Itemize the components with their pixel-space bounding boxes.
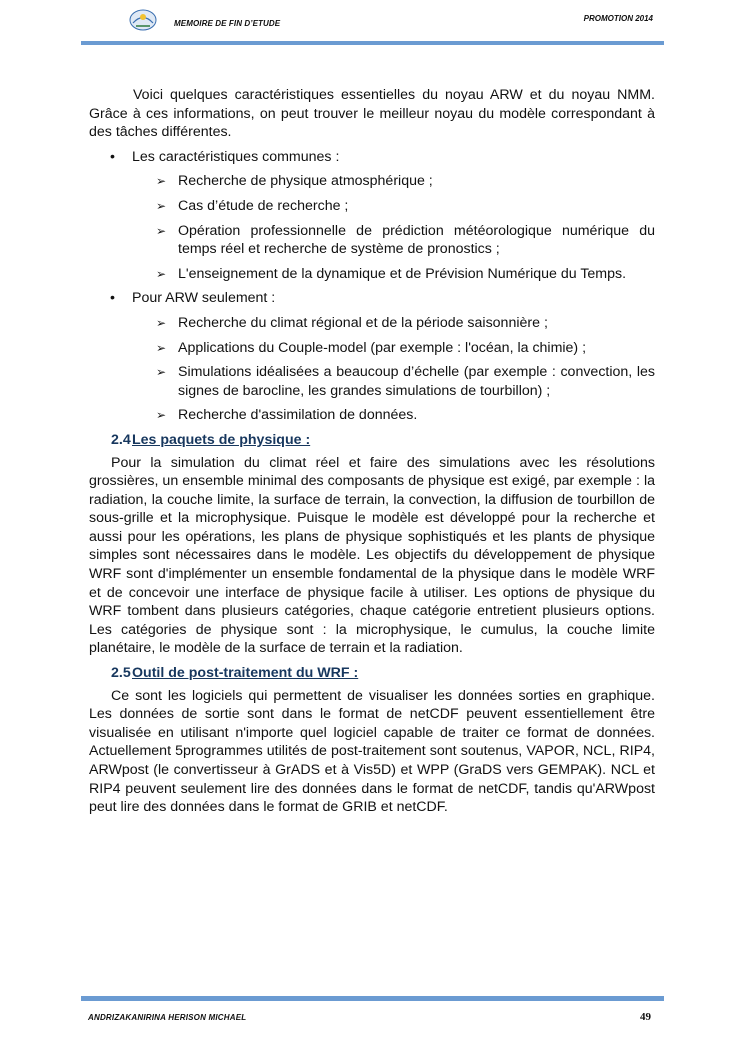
university-logo-icon <box>128 8 158 32</box>
list-item-text: Recherche de physique atmosphérique ; <box>178 173 433 190</box>
bullet-dot-icon: • <box>110 148 115 165</box>
section-2-5-body: Ce sont les logiciels qui permettent de visualiser les données sorties en graphique. Les données de sortie sont dans le format de netCDF peuvent essentiellement être visualisée en utilisant n'importe quel logiciel capable de traiter ce format de données. Actuellement 5programmes utilités de post-traitement sont soutenus, VAPOR, NCL, RIP4, ARWpost (le convertisseur à GrADS et à Vis5D) et WPP (GraDS vers GEMPAK). NCL et RIP4 peuvent seulement lire des données dans le format de netCDF, tandis qu'ARWpost peut lire des données dans le format de GRIB et netCDF. <box>89 687 655 816</box>
list-arw-title <box>89 289 655 308</box>
header-promotion: PROMOTION 2014 <box>583 14 653 23</box>
section-number: 2.4 <box>111 431 131 448</box>
section-number: 2.5 <box>111 665 131 682</box>
page-body <box>89 86 655 821</box>
arrow-bullet-icon: ➢ <box>156 198 167 213</box>
arrow-bullet-icon: ➢ <box>156 340 167 355</box>
section-2-4-body: Pour la simulation du climat réel et faire des simulations avec les résolutions grossières, un ensemble minimal des composants de physique est exigé, par exemple : la radiation, la couche limite, la surface de terrain, la convection, la diffusion de tourbillon de sous-grille et la microphysique. Puisque le modèle est développé pour la recherche et aussi pour les opérations, les plans de physique sophistiqués et les plants de physique simples sont nécessaires dans le modèle. Les objectifs du développement de physique WRF sont d'implémenter un ensemble fondamental de la physique dans le modèle WRF et de concevoir une interface de physique facile à utiliser. Les options de physique du WRF tombent dans plusieurs catégories, chaque catégorie entretient plusieurs options. Les catégories de physique sont : la microphysique, le cumulus, la couche limite planétaire, le modèle de la surface de terrain et la radiation. <box>89 454 655 657</box>
list-item-text: Simulations idéalisées a beaucoup d’échelle (par exemple : convection, les signes de barocline, les grandes simulations de tourbillon) ; <box>178 364 655 399</box>
list-item-text: Recherche du climat régional et de la période saisonnière ; <box>178 314 548 331</box>
footer-divider <box>81 996 664 1001</box>
list-common-title-text: Les caractéristiques communes : <box>132 148 340 165</box>
list-common-title <box>89 148 655 167</box>
arrow-bullet-icon: ➢ <box>156 365 167 380</box>
footer-author: ANDRIZAKANIRINA HERISON MICHAEL <box>88 1013 247 1022</box>
header-title: MEMOIRE DE FIN D’ETUDE <box>174 19 281 28</box>
arrow-bullet-icon: ➢ <box>156 174 167 189</box>
page-number: 49 <box>640 1011 651 1023</box>
header-divider <box>81 41 664 45</box>
bullet-dot-icon: • <box>110 290 115 307</box>
list-item-text: Cas d’étude de recherche ; <box>178 197 349 214</box>
list-item <box>89 222 655 259</box>
list-item <box>89 314 655 333</box>
list-item <box>89 265 655 284</box>
list-item-text: L'enseignement de la dynamique et de Prévision Numérique du Temps. <box>178 265 627 282</box>
arrow-bullet-icon: ➢ <box>156 408 167 423</box>
list-item-text: Applications du Couple-model (par exemple : l'océan, la chimie) ; <box>178 339 587 356</box>
list-item <box>89 339 655 358</box>
section-heading-2-4 <box>111 431 655 450</box>
arrow-bullet-icon: ➢ <box>156 315 167 330</box>
list-item <box>89 197 655 216</box>
list-item-text: Opération professionnelle de prédiction météorologique numérique du temps réel et recherche de système de pronostics ; <box>178 222 655 258</box>
list-item <box>89 172 655 191</box>
intro-paragraph: Voici quelques caractéristiques essentielles du noyau ARW et du noyau NMM. Grâce à ces informations, on peut trouver le meilleur noyau du modèle correspondant à des tâches différentes. <box>89 87 655 141</box>
list-item <box>89 406 655 425</box>
arrow-bullet-icon: ➢ <box>156 266 167 281</box>
section-title: Les paquets de physique : <box>132 431 311 448</box>
list-item <box>89 363 655 400</box>
list-item-text: Recherche d'assimilation de données. <box>178 407 418 424</box>
arrow-bullet-icon: ➢ <box>156 223 167 238</box>
page-header <box>0 0 745 48</box>
section-heading-2-5 <box>111 664 655 683</box>
section-title: Outil de post-traitement du WRF : <box>132 665 359 682</box>
list-arw-title-text: Pour ARW seulement : <box>132 290 276 307</box>
